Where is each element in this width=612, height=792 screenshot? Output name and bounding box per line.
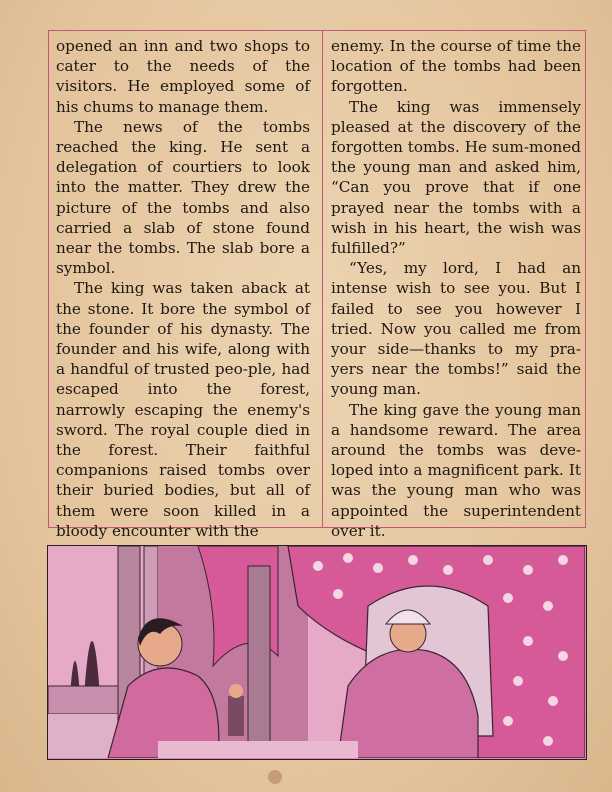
right-column bbox=[331, 36, 581, 541]
illustration-king-and-young-man bbox=[47, 545, 587, 760]
left-column bbox=[56, 36, 310, 541]
column bbox=[248, 566, 270, 758]
guard-face bbox=[229, 684, 243, 698]
guard bbox=[228, 696, 244, 736]
paragraph: The king gave the young man a handsome reward. The area around the tombs was deve-loped into a magnificent park. It was the young man who was appointed the superintendent over it. bbox=[331, 400, 581, 540]
illustration-art bbox=[48, 546, 585, 758]
paragraph: “Yes, my lord, I had an intense wish to see you. But I failed to see you however I tried. Now you called me from your side—thanks to my pra-yers near the tombs!” said the young man. bbox=[331, 259, 581, 399]
paragraph: opened an inn and two shops to cater to the needs of the visitors. He employed some of his chums to manage them. bbox=[56, 37, 310, 116]
column-divider bbox=[322, 30, 323, 528]
paragraph: The news of the tombs reached the king. He sent a delegation of courtiers to look into the matter. They drew the picture of the tombs and also carried a slab of stone found near the tombs. The slab bore a symbol. bbox=[56, 117, 310, 278]
paragraph: The king was taken aback at the stone. It bore the symbol of the founder of his dynasty. The founder and his wife, along with a handful of trusted peo-ple, had escaped into the forest, narrowly escaping the enemy's sword. The royal couple died in the forest. Their faithful companions raised tombs over their buried bodies, but all of them were soon killed in a bloody encounter with the bbox=[56, 279, 310, 540]
page-stain bbox=[268, 770, 282, 784]
floor bbox=[158, 741, 358, 758]
paragraph: enemy. In the course of time the location of the tombs had been forgotten. bbox=[331, 37, 581, 96]
paragraph: The king was immensely pleased at the discovery of the forgotten tombs. He sum-moned the young man and asked him, “Can you prove that if one prayed near the tombs with a wish in his heart, the wish was fulfilled?” bbox=[331, 97, 581, 258]
